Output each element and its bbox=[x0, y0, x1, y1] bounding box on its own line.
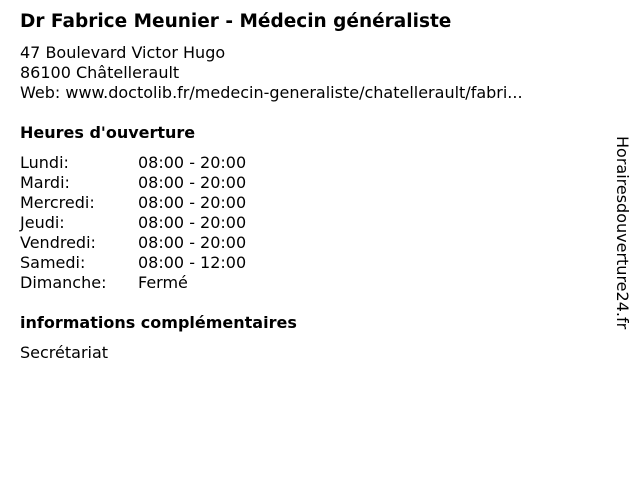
opening-hours-table bbox=[20, 153, 605, 293]
opening-hours-heading: Heures d'ouverture bbox=[20, 123, 196, 142]
address-line-city: 86100 Châtellerault bbox=[20, 63, 180, 82]
page-title: Dr Fabrice Meunier - Médecin généraliste bbox=[20, 11, 452, 32]
day-label: Jeudi: bbox=[20, 213, 65, 232]
time-value: 08:00 - 20:00 bbox=[138, 173, 247, 192]
hours-row-saturday bbox=[20, 253, 605, 273]
time-value: 08:00 - 12:00 bbox=[138, 253, 247, 272]
additional-info-text: Secrétariat bbox=[20, 343, 109, 362]
day-label: Dimanche: bbox=[20, 273, 107, 292]
day-label: Mardi: bbox=[20, 173, 70, 192]
hours-row-friday bbox=[20, 233, 605, 253]
additional-info-heading: informations complémentaires bbox=[20, 313, 297, 332]
hours-row-tuesday bbox=[20, 173, 605, 193]
listing-card bbox=[20, 10, 605, 363]
hours-row-wednesday bbox=[20, 193, 605, 213]
hours-row-monday bbox=[20, 153, 605, 173]
watermark-text: Horairesdouverture24.fr bbox=[613, 136, 632, 330]
day-label: Lundi: bbox=[20, 153, 69, 172]
website-link[interactable]: Web: www.doctolib.fr/medecin-generaliste/chatellerault/fabri... bbox=[20, 83, 523, 102]
address-line-street: 47 Boulevard Victor Hugo bbox=[20, 43, 226, 62]
time-value: 08:00 - 20:00 bbox=[138, 193, 247, 212]
time-value: 08:00 - 20:00 bbox=[138, 233, 247, 252]
hours-row-thursday bbox=[20, 213, 605, 233]
time-value: Fermé bbox=[138, 273, 188, 292]
address-block bbox=[20, 43, 605, 103]
time-value: 08:00 - 20:00 bbox=[138, 213, 247, 232]
day-label: Vendredi: bbox=[20, 233, 96, 252]
time-value: 08:00 - 20:00 bbox=[138, 153, 247, 172]
hours-row-sunday bbox=[20, 273, 605, 293]
day-label: Mercredi: bbox=[20, 193, 95, 212]
day-label: Samedi: bbox=[20, 253, 86, 272]
